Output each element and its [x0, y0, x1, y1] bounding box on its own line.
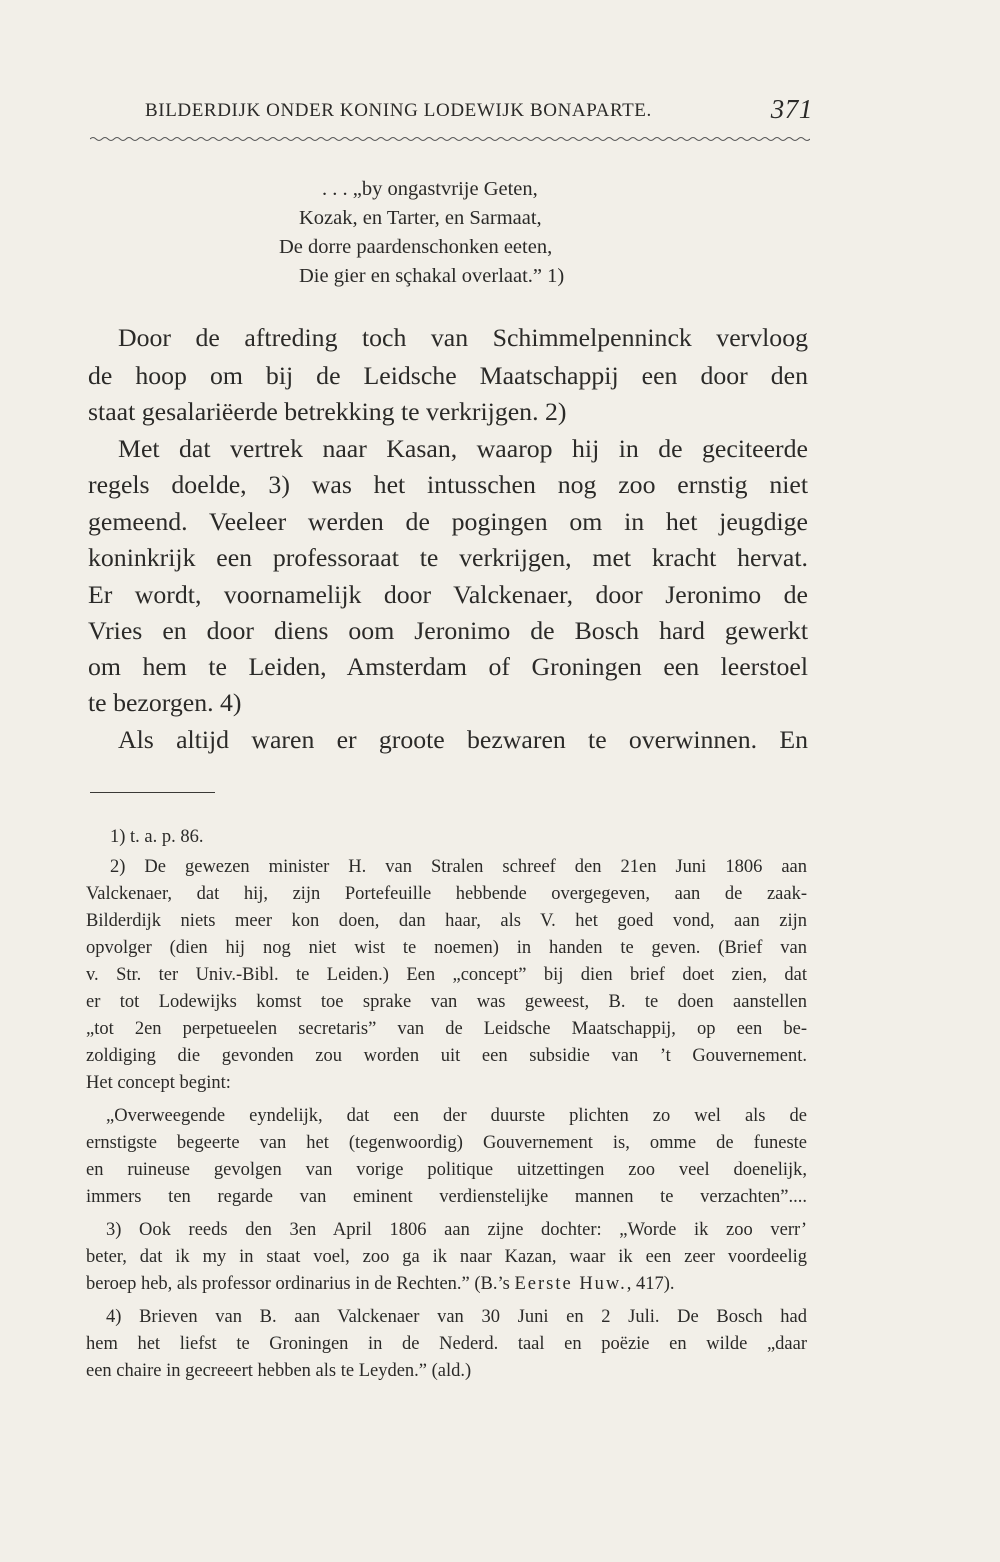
footnote-line: hem het liefst te Groningen in de Nederd. taal en poëzie en wilde „daar — [86, 1334, 807, 1354]
body-line: staat gesalariëerde betrekking te verkrijgen. 2) — [88, 397, 567, 426]
footnote-line: Het concept begint: — [86, 1073, 231, 1093]
verse-line: Die gier en sçhakal overlaat.” 1) — [299, 265, 565, 287]
footnote-line: er tot Lodewijks komst toe sprake van was geweest, B. te doen aanstellen — [86, 992, 807, 1012]
footnote-line: immers ten regarde van eminent verdienstelijke mannen te verzachten”.... — [86, 1187, 807, 1207]
body-line: Door de aftreding toch van Schimmelpenninck vervloog — [118, 323, 808, 352]
footnote-line: en ruineuse gevolgen van vorige politique uitzettingen zoo veel doenelijk, — [86, 1160, 807, 1180]
wavy-rule — [90, 135, 810, 143]
body-line: Er wordt, voornamelijk door Valckenaer, door Jeronimo de — [88, 580, 808, 609]
footnote-line: opvolger (dien hij nog niet wist te noemen) in handen te geven. (Brief van — [86, 938, 807, 958]
verse-line: . . . „by ongastvrije Geten, — [322, 178, 538, 200]
body-line: Vries en door diens oom Jeronimo de Bosch hard gewerkt — [88, 616, 808, 645]
running-head-title: BILDERDIJK ONDER KONING LODEWIJK BONAPARTE. — [145, 100, 652, 121]
footnote-text: , 417). — [626, 1274, 675, 1294]
footnote-line: „tot 2en perpetueelen secretaris” van de Leidsche Maatschappij, op een be- — [86, 1019, 807, 1039]
body-line: om hem te Leiden, Amsterdam of Groningen een leerstoel — [88, 652, 808, 681]
footnote-rule — [90, 792, 215, 793]
footnote-line: beter, dat ik my in staat voel, zoo ga ik naar Kazan, waar ik een zeer voordeelig — [86, 1247, 807, 1267]
page-number: 371 — [770, 94, 813, 124]
body-line: regels doelde, 3) was het intusschen nog zoo ernstig niet — [88, 470, 808, 499]
footnote-line: ernstigste begeerte van het (tegenwoordig) Gouvernement is, omme de funeste — [86, 1133, 807, 1153]
body-line: de hoop om bij de Leidsche Maatschappij een door den — [88, 361, 808, 390]
footnote-line: „Overweegende eyndelijk, dat een der duurste plichten zo wel als de — [106, 1106, 807, 1126]
verse-line: De dorre paardenschonken eeten, — [279, 236, 553, 258]
footnote-line: Bilderdijk niets meer kon doen, dan haar, als V. het goed vond, aan zijn — [86, 911, 807, 931]
body-line: koninkrijk een professoraat te verkrijgen, met kracht hervat. — [88, 543, 808, 572]
body-line: gemeend. Veeleer werden de pogingen om in het jeugdige — [88, 507, 808, 536]
verse-line: Kozak, en Tarter, en Sarmaat, — [299, 207, 542, 229]
footnote-line: Valckenaer, dat hij, zijn Portefeuille hebbende overgegeven, aan de zaak- — [86, 884, 807, 904]
footnote-line: v. Str. ter Univ.-Bibl. te Leiden.) Een „concept” bij dien brief doet zien, dat — [86, 965, 807, 985]
footnote-line — [86, 1272, 807, 1296]
footnote-line: 4) Brieven van B. aan Valckenaer van 30 Juni en 2 Juli. De Bosch had — [106, 1307, 807, 1327]
body-line: Als altijd waren er groote bezwaren te overwinnen. En — [118, 725, 808, 754]
body-line: Met dat vertrek naar Kasan, waarop hij in de geciteerde — [118, 434, 808, 463]
footnote-line: zoldiging die gevonden zou worden uit een subsidie van ’t Gouvernement. — [86, 1046, 807, 1066]
footnote-text: beroep heb, als professor ordinarius in de Rechten.” (B.’s — [86, 1274, 510, 1294]
footnote-line: 3) Ook reeds den 3en April 1806 aan zijne dochter: „Worde ik zoo verr’ — [106, 1220, 807, 1240]
footnote-line: 1) t. a. p. 86. — [110, 827, 204, 847]
body-line: te bezorgen. 4) — [88, 688, 242, 717]
footnote-line: 2) De gewezen minister H. van Stralen schreef den 21en Juni 1806 aan — [110, 857, 807, 877]
footnote-line: een chaire in gecreeert hebben als te Leyden.” (ald.) — [86, 1361, 472, 1381]
spaced-citation: Eerste Huw. — [514, 1274, 627, 1294]
